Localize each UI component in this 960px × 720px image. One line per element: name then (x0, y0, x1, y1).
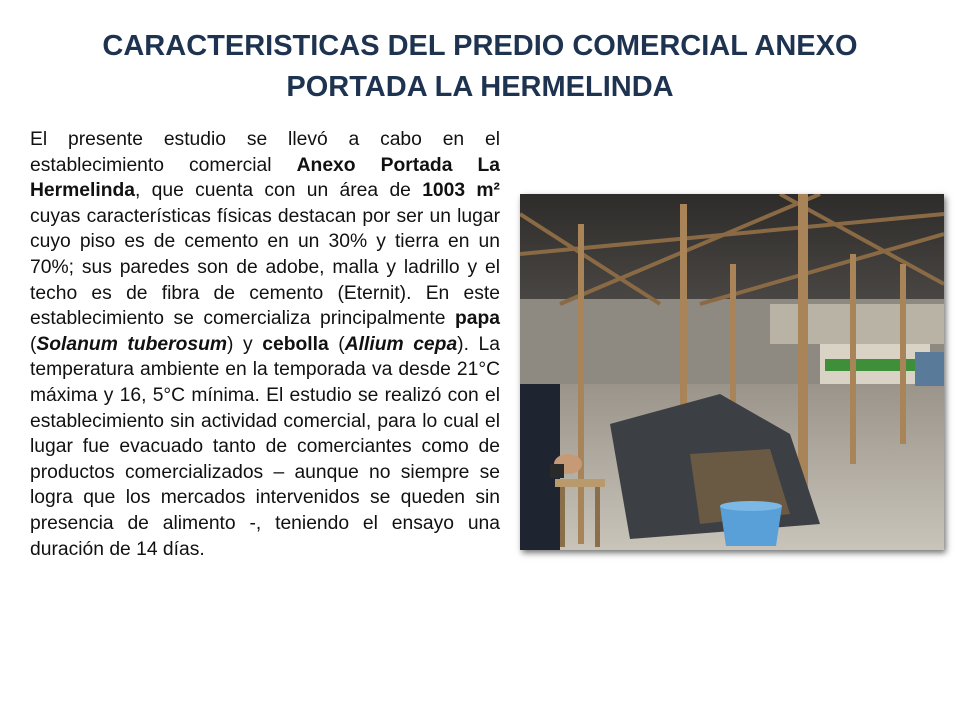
text-run: ). La temperatura ambiente en la temporada va desde 21°C máxima y 16, 5°C mínima. El estudio se realizó con el establecimiento sin actividad comercial, para lo cual el lugar fue evacuado tanto de comerciantes como de productos comercializados – aunque no siempre se logra que los mercados intervenidos se queden sin presencia de alimento -, teniendo el ensayo una duración de 14 días. (30, 333, 500, 560)
study-description-paragraph (30, 127, 500, 562)
phone (550, 464, 564, 478)
slide-title-line-1: CARACTERISTICAS DEL PREDIO COMERCIAL ANEXO (102, 30, 858, 62)
market-interior-photo (520, 194, 944, 550)
text-run: ) y (227, 333, 263, 355)
text-run: ( (30, 333, 37, 355)
slide-title-line-2: PORTADA LA HERMELINDA (286, 71, 674, 103)
small-table (555, 479, 605, 487)
bold-text-cebolla: cebolla (262, 333, 329, 355)
bold-text-establishment-name: Anexo Portada La Hermelinda (30, 154, 500, 202)
blue-bucket (720, 506, 782, 546)
text-run: cuyas características físicas destacan por ser un lugar cuyo piso es de cemento en un 30% y tierra en un 70%; sus paredes son de adobe, malla y ladrillo y el techo es de fibra de cemento (Eternit). En este establecimiento se comercializa principalmente (30, 205, 500, 330)
distant-buildings (770, 304, 944, 344)
scientific-name-onion: Allium cepa (344, 333, 458, 355)
truck-cab (915, 352, 944, 386)
text-run: El presente estudio se llevó a cabo en el establecimiento comercial (30, 129, 500, 176)
scientific-name-potato: Solanum tuberosum (36, 333, 228, 355)
truck-stripe (825, 359, 925, 371)
bold-text-area: 1003 m² (422, 180, 500, 202)
photo-illustration (520, 194, 944, 550)
text-run: , que cuenta con un área de (135, 180, 423, 202)
slide-title (40, 26, 920, 108)
bold-text-papa: papa (454, 308, 500, 330)
text-run: ( (328, 333, 345, 355)
